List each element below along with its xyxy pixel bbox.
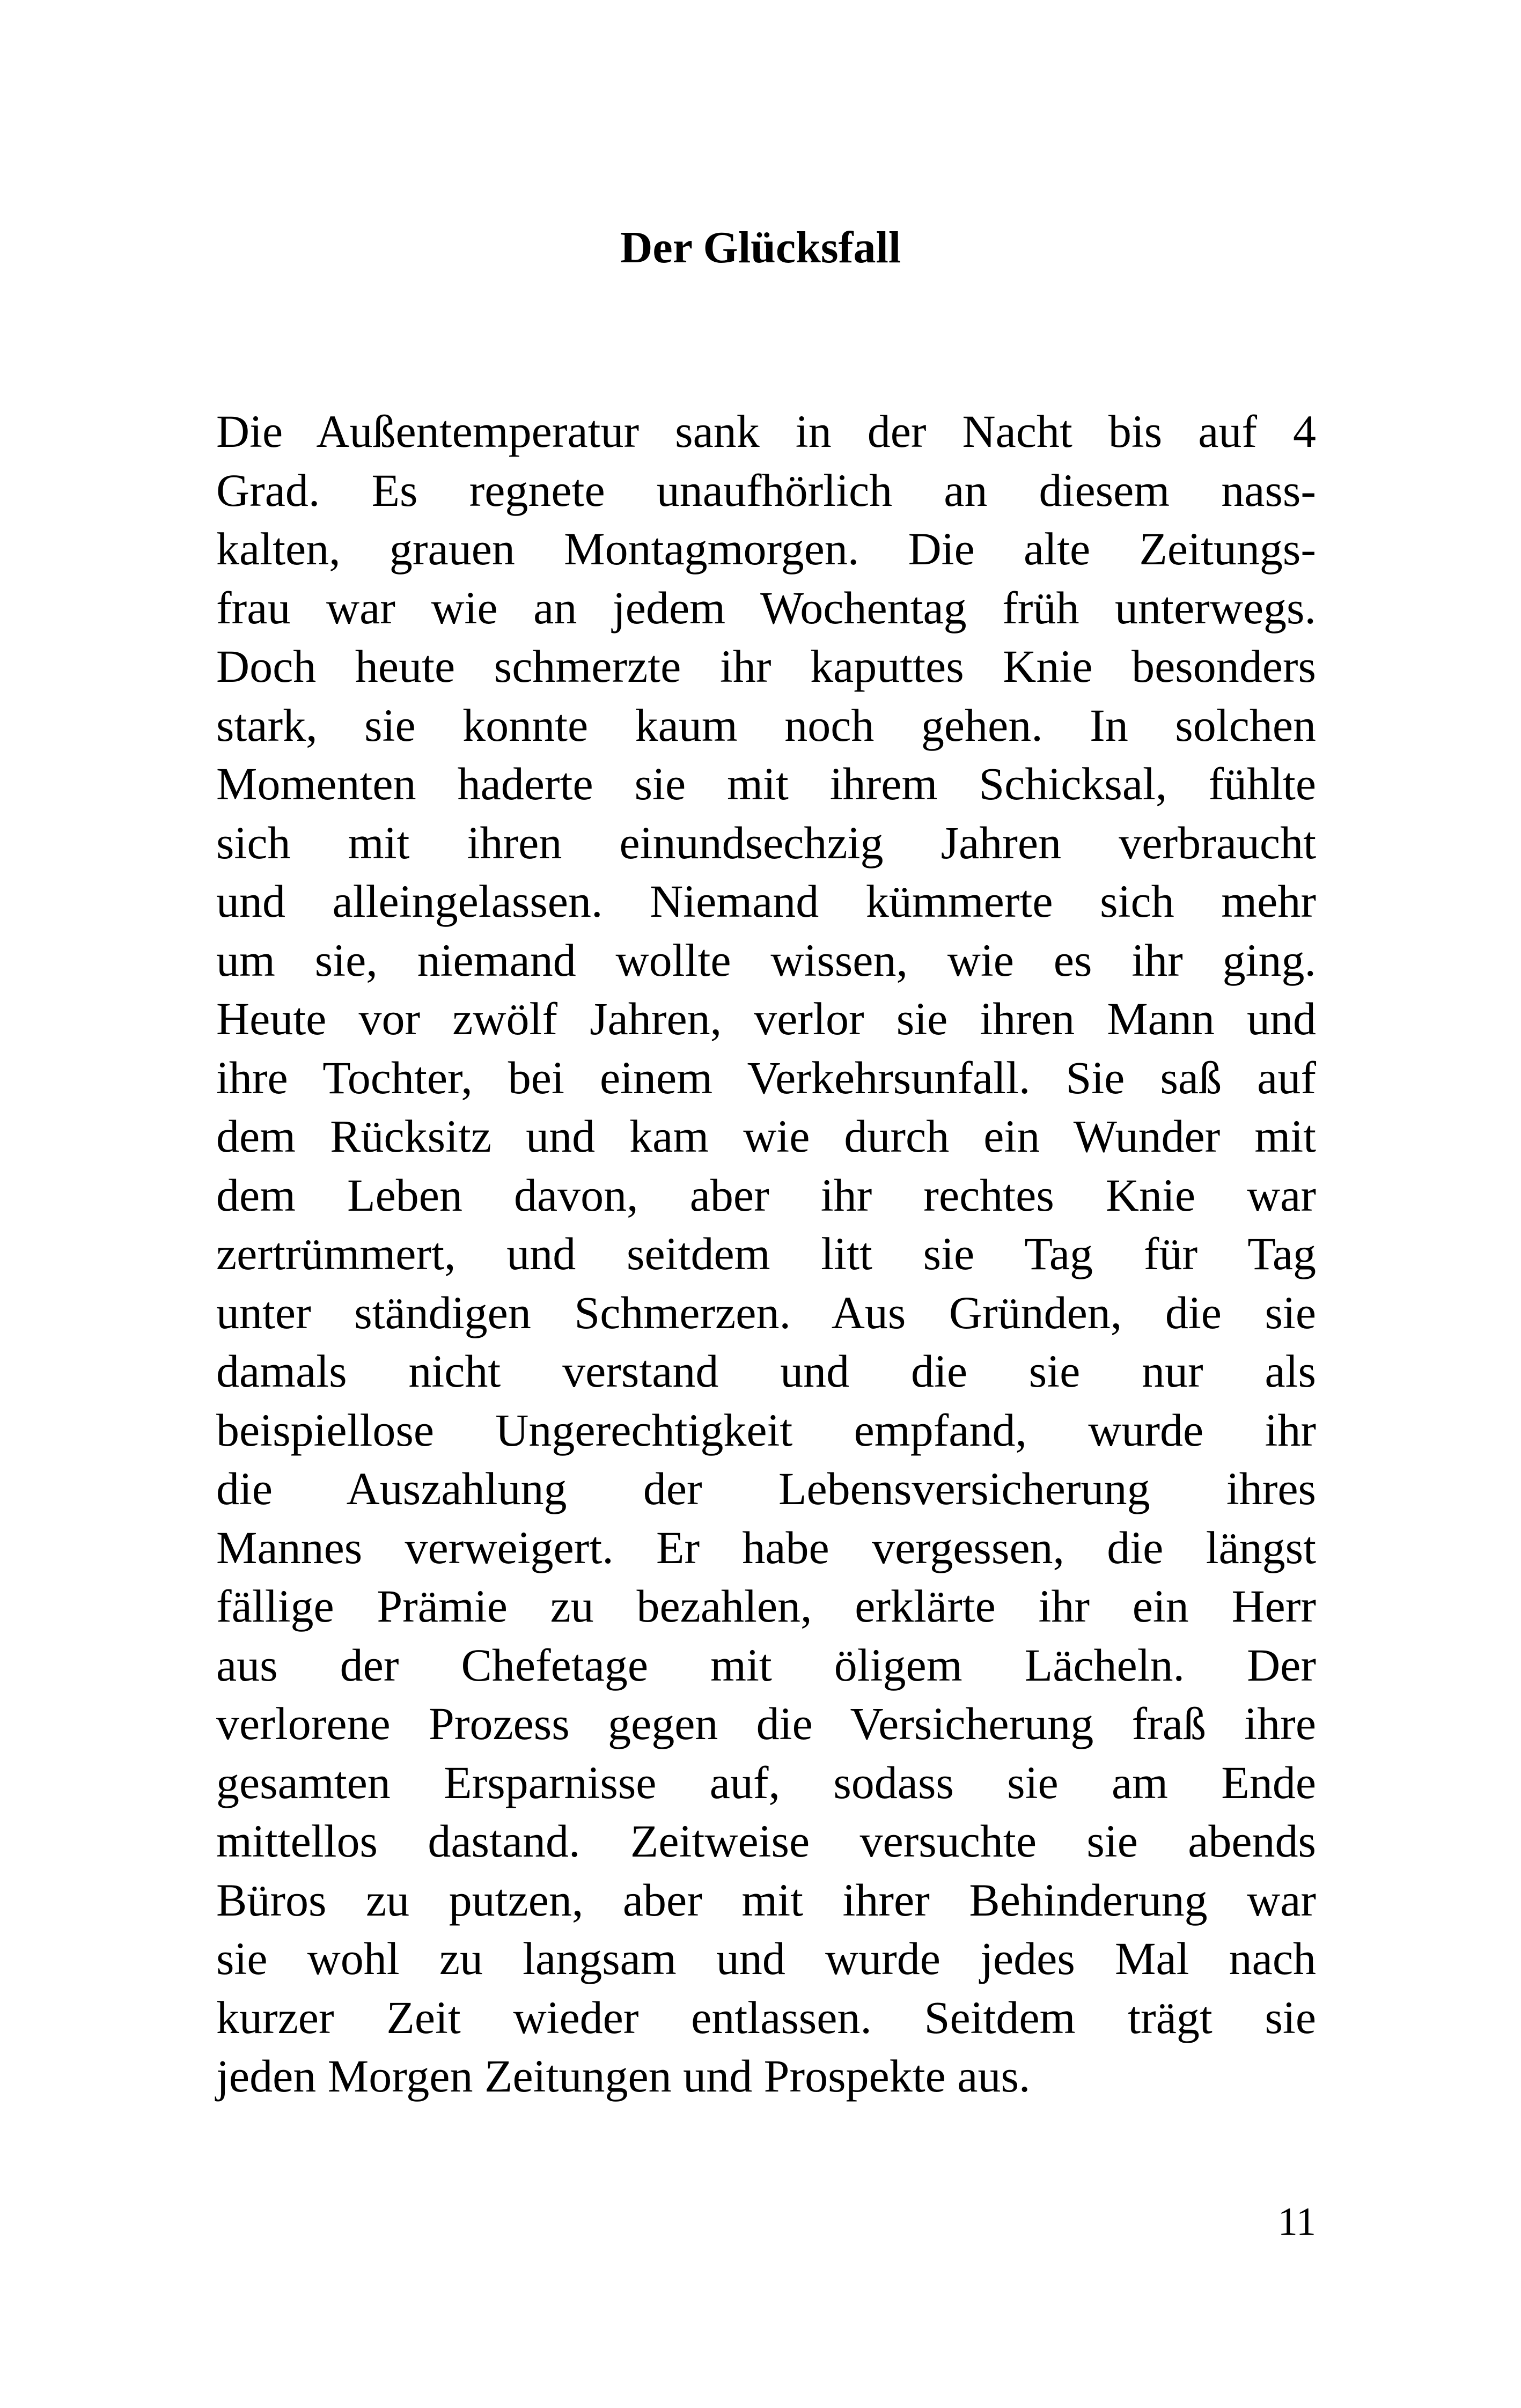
page-number: 11 xyxy=(1277,2200,1316,2244)
text-line: kalten, grauen Montagmorgen. Die alte Zeitungs- xyxy=(216,523,1316,575)
text-line: fällige Prämie zu bezahlen, erklärte ihr ein Herr xyxy=(216,1580,1316,1632)
text-line: verlorene Prozess gegen die Versicherung fraß ihre xyxy=(216,1698,1316,1749)
text-line: dem Leben davon, aber ihr rechtes Knie war xyxy=(216,1169,1316,1221)
text-line: sich mit ihren einundsechzig Jahren verbraucht xyxy=(216,816,1316,868)
text-line: Heute vor zwölf Jahren, verlor sie ihren Mann und xyxy=(216,993,1316,1044)
text-line: sie wohl zu langsam und wurde jedes Mal nach xyxy=(216,1933,1316,1984)
text-line: die Auszahlung der Lebensversicherung ihres xyxy=(216,1463,1316,1514)
text-line: Büros zu putzen, aber mit ihrer Behinderung war xyxy=(216,1874,1316,1926)
text-line: Grad. Es regnete unaufhörlich an diesem nass- xyxy=(216,464,1316,516)
text-line: dem Rücksitz und kam wie durch ein Wunder mit xyxy=(216,1110,1316,1162)
text-line: damals nicht verstand und die sie nur als xyxy=(216,1345,1316,1397)
text-line: beispiellose Ungerechtigkeit empfand, wurde ihr xyxy=(216,1404,1316,1456)
text-line: und alleingelassen. Niemand kümmerte sich mehr xyxy=(216,875,1316,927)
text-line: kurzer Zeit wieder entlassen. Seitdem trägt sie xyxy=(216,1991,1316,2043)
text-line: um sie, niemand wollte wissen, wie es ihr ging. xyxy=(216,934,1316,986)
text-line: mittellos dastand. Zeitweise versuchte sie abends xyxy=(216,1815,1316,1867)
text-line: ihre Tochter, bei einem Verkehrsunfall. Sie saß auf xyxy=(216,1051,1316,1103)
text-line: frau war wie an jedem Wochentag früh unterwegs. xyxy=(216,581,1316,634)
text-line: stark, sie konnte kaum noch gehen. In solchen xyxy=(216,699,1316,751)
text-line: unter ständigen Schmerzen. Aus Gründen, die sie xyxy=(216,1286,1316,1338)
text-line: Doch heute schmerzte ihr kaputtes Knie besonders xyxy=(216,640,1316,692)
chapter-title: Der Glücksfall xyxy=(620,223,901,273)
text-line: jeden Morgen Zeitungen und Prospekte aus. xyxy=(216,2050,1031,2102)
text-line: zertrümmert, und seitdem litt sie Tag für Tag xyxy=(216,1228,1316,1279)
text-line: aus der Chefetage mit öligem Lächeln. Der xyxy=(216,1639,1316,1691)
text-line: Momenten haderte sie mit ihrem Schicksal, fühlte xyxy=(216,758,1316,809)
chapter-body xyxy=(216,402,1316,2106)
text-line: Die Außentemperatur sank in der Nacht bis auf 4 xyxy=(216,406,1316,457)
text-line: Mannes verweigert. Er habe vergessen, die längst xyxy=(216,1521,1316,1573)
text-line: gesamten Ersparnisse auf, sodass sie am Ende xyxy=(216,1756,1316,1808)
